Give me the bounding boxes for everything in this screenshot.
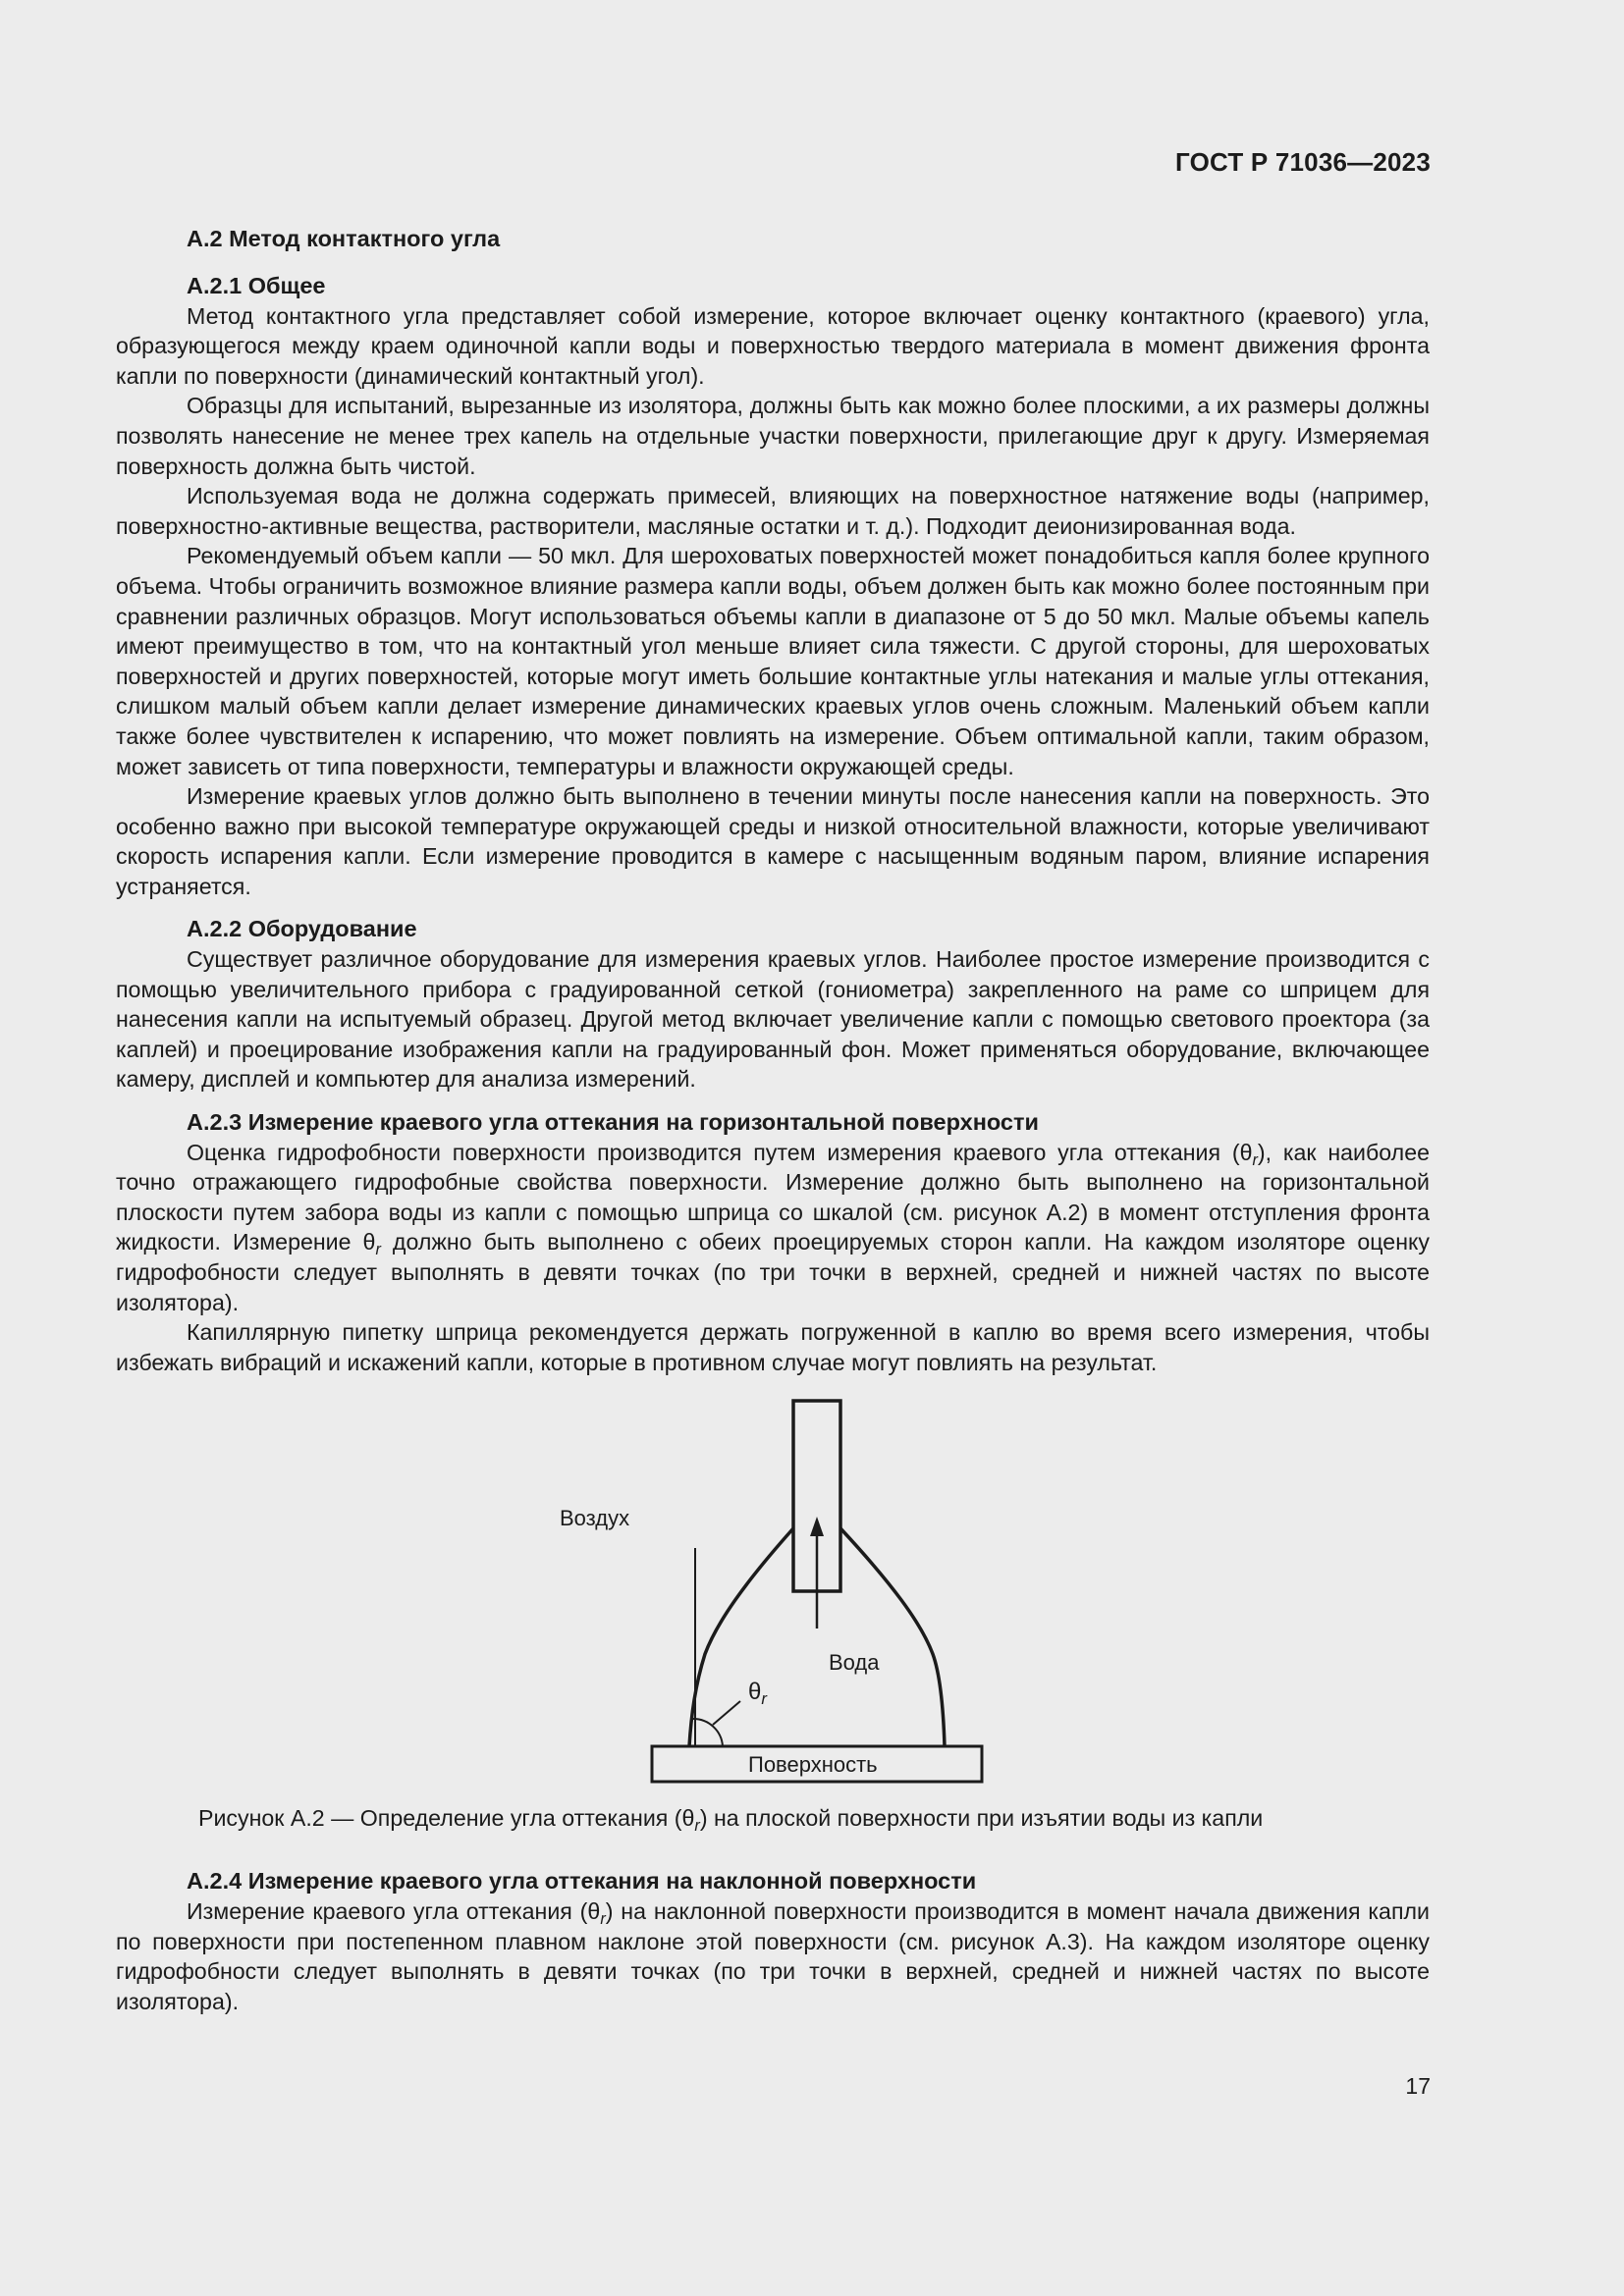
angle-arc: [693, 1719, 723, 1746]
contact-angle-diagram: [116, 1391, 1430, 1803]
label-air: Воздух: [560, 1506, 630, 1531]
label-surface: Поверхность: [748, 1752, 878, 1778]
paragraph: Капиллярную пипетку шприца рекомендуется держать погруженной в каплю во время всего измерения, чтобы избежать вибраций и искажений капли, которые в противном случае могут повлиять на результат.: [116, 1319, 1430, 1375]
section-title-a21: А.2.1 Общее: [187, 273, 326, 298]
section-title-a23: А.2.3 Измерение краевого угла оттекания на горизонтальной поверхности: [187, 1109, 1039, 1136]
paragraph: Существует различное оборудование для измерения краевых углов. Наиболее простое измерение производится с помощью увеличительного прибора с градуированной сеткой (гониометра) закрепленного на раме со шприцем для нанесения капли на испытуемый образец. Другой метод включает увеличение капли с помощью светового проектора (за каплей) и проецирование изображения капли на градуированный фон. Может применяться оборудование, включающее камеру, дисплей и компьютер для анализа измерений.: [116, 946, 1430, 1093]
figure-a2: [116, 1391, 1430, 1803]
drop-outline-right: [840, 1528, 945, 1746]
label-water: Вода: [829, 1650, 880, 1676]
drop-outline-left: [689, 1528, 793, 1746]
page-body: [116, 224, 1430, 2016]
withdrawal-arrow-head: [810, 1517, 824, 1536]
document-id: ГОСТ Р 71036—2023: [1175, 147, 1431, 177]
paragraph: Оценка гидрофобности поверхности производится путем измерения краевого угла оттекания $(\theta_r)$, как наиболее точно отражающего гидрофобные свойства поверхности. Измерение должно быть выполнено на горизонтальной плоскости путем забора воды из капли с помощью шприца со шкалой (см. рисунок А.2) в момент отступления фронта жидкости. Измерение $\theta_r$ должно быть выполнено с обеих проецируемых сторон капли. На каждом изоляторе оценку гидрофобности следует выполнять в девяти точках (по три точки в верхней, средней и нижней частях по высоте изолятора).: [116, 1139, 1431, 1315]
label-theta: $\theta_r$: [748, 1679, 767, 1709]
theta-leader: [713, 1701, 740, 1725]
section-title-a22: А.2.2 Оборудование: [187, 916, 417, 942]
paragraph: Образцы для испытаний, вырезанные из изолятора, должны быть как можно более плоскими, а их размеры должны позволять нанесение не менее трех капель на отдельные участки поверхности, прилегающие друг к другу. Измеряемая поверхность должна быть чистой.: [116, 393, 1430, 479]
paragraph: Рекомендуемый объем капли — 50 мкл. Для шероховатых поверхностей может понадобиться капля более крупного объема. Чтобы ограничить возможное влияние размера капли воды, объем должен быть как можно более постоянным при сравнении различных образцов. Могут использоваться объемы капли в диапазоне от 5 до 50 мкл. Малые объемы капель имеют преимущество в том, что на контактный угол меньше влияет сила тяжести. С другой стороны, для шероховатых поверхностей и других поверхностей, которые могут иметь большие контактные углы натекания и малые углы оттекания, слишком малый объем капли делает измерение динамических краевых углов очень сложным. Маленький объем капли также более чувствителен к испарению, что может повлиять на измерение. Объем оптимальной капли, таким образом, может зависеть от типа поверхности, температуры и влажности окружающей среды.: [116, 543, 1430, 779]
paragraph: Метод контактного угла представляет собой измерение, которое включает оценку контактного (краевого) угла, образующегося между краем одиночной капли воды и поверхностью твердого материала в момент движения фронта капли по поверхности (динамический контактный угол).: [116, 302, 1430, 389]
section-title-a2: А.2 Метод контактного угла: [187, 226, 501, 251]
paragraph: Используемая вода не должна содержать примесей, влияющих на поверхностное натяжение воды (например, поверхностно-активные вещества, растворители, масляные остатки и т. д.). Подходит деионизированная вода.: [116, 483, 1430, 539]
section-title-a24: А.2.4 Измерение краевого угла оттекания на наклонной поверхности: [187, 1868, 977, 1895]
page-number: 17: [1405, 2073, 1431, 2099]
paragraph: Измерение краевого угла оттекания $(\theta_r)$ на наклонной поверхности производится в момент начала движения капли по поверхности при постепенном плавном наклоне этой поверхности (см. рисунок А.3). На каждом изоляторе оценку гидрофобности следует выполнять в девяти точках (по три точки в верхней, средней и нижней частях по высоте изолятора).: [116, 1897, 1430, 2014]
paragraph: Измерение краевых углов должно быть выполнено в течении минуты после нанесения капли на поверхность. Это особенно важно при высокой температуре окружающей среды и низкой относительной влажности, которые увеличивают скорость испарения капли. Если измерение проводится в камере с насыщенным водяным паром, влияние испарения устраняется.: [116, 783, 1430, 899]
figure-caption: Рисунок А.2 — Определение угла оттекания $(\theta_r)$ на плоской поверхности при изъятии воды из капли: [198, 1805, 1264, 1836]
